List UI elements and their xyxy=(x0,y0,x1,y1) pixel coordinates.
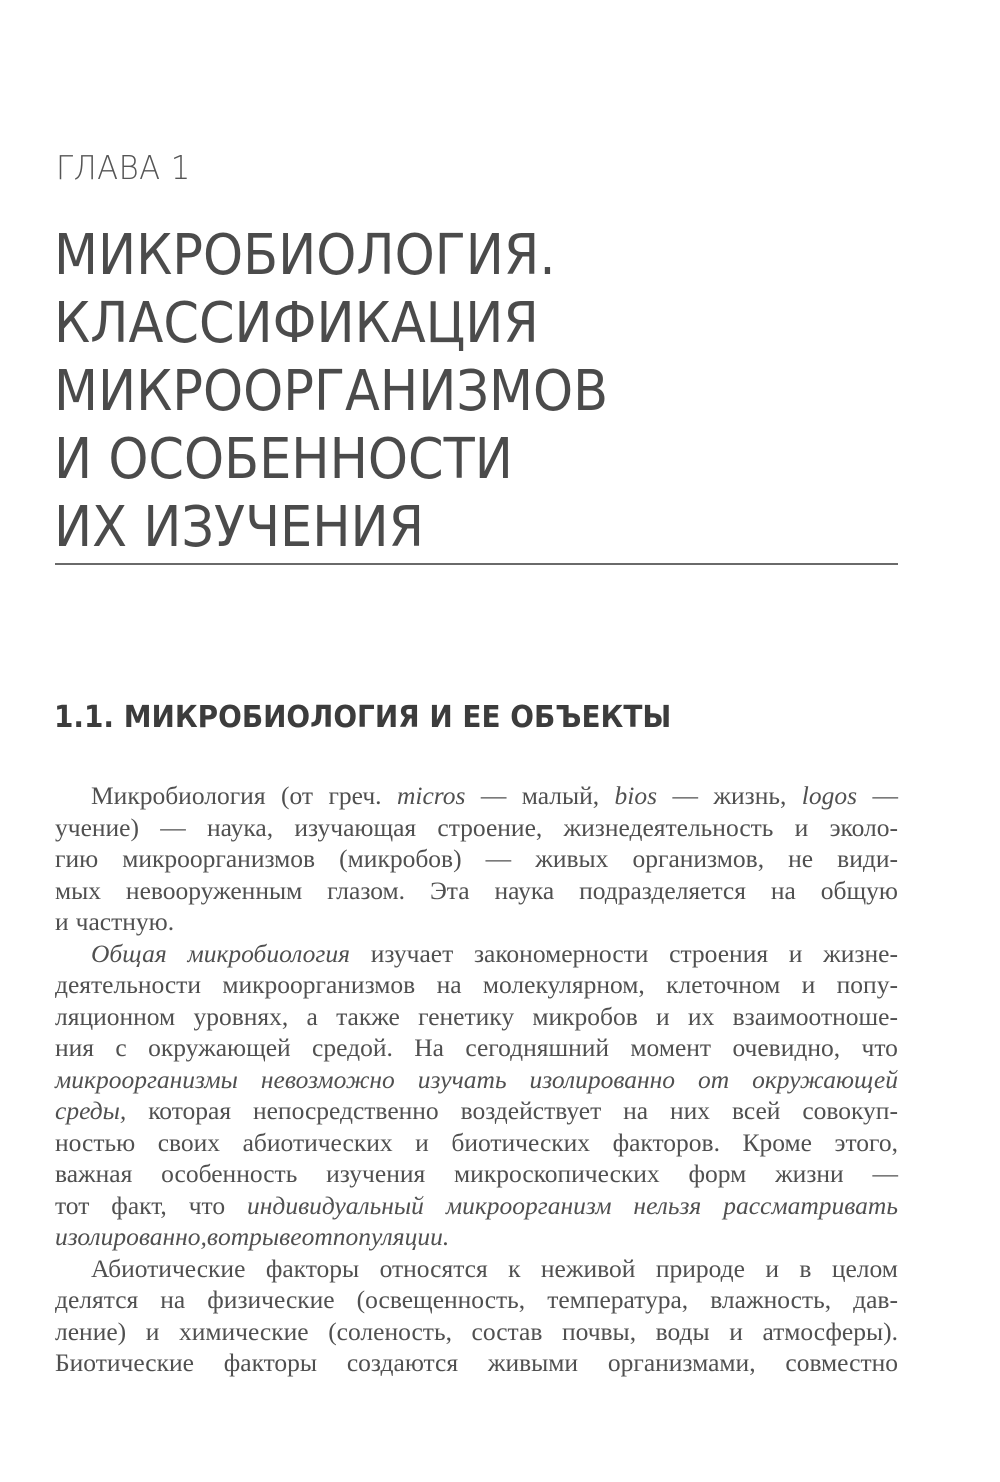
word: тот xyxy=(55,1190,90,1220)
word: факторов. xyxy=(612,1127,720,1157)
word: воды xyxy=(655,1316,710,1346)
text-line xyxy=(55,1032,898,1064)
italic-word: нельзя xyxy=(633,1190,702,1220)
italic-word: микроорганизм xyxy=(445,1190,612,1220)
word: и xyxy=(788,938,803,968)
text-line xyxy=(55,938,898,970)
italic-word: от xyxy=(698,1064,730,1094)
text-line xyxy=(55,1316,898,1348)
word: факторы xyxy=(265,1253,360,1283)
word: атмосферы). xyxy=(762,1316,898,1346)
word: на xyxy=(436,970,462,999)
word: — xyxy=(480,781,507,810)
word: микроскопических xyxy=(454,1159,660,1188)
word: жизне- xyxy=(823,938,898,968)
word: Биотические xyxy=(55,1348,194,1377)
italic-word: рассматривать xyxy=(723,1190,898,1220)
word: деятельности xyxy=(55,970,201,999)
word: частную. xyxy=(75,907,175,936)
chapter-title xyxy=(54,222,837,562)
italic-word: индивидуальный xyxy=(247,1190,424,1220)
word: види- xyxy=(837,844,898,873)
italic-word: микробиология xyxy=(187,938,350,968)
word: состав xyxy=(471,1316,543,1346)
word: особенность xyxy=(161,1159,298,1188)
word: (от xyxy=(280,781,314,810)
word: невооруженным xyxy=(125,875,303,905)
word: организмов, xyxy=(632,844,765,873)
word: факторы xyxy=(223,1348,318,1377)
italic-word: невозможно xyxy=(260,1064,395,1094)
italic-word: от xyxy=(301,1222,333,1251)
text-line xyxy=(55,1064,898,1096)
word: — xyxy=(872,1159,898,1188)
word: жизнедеятельность xyxy=(563,812,774,842)
word: — xyxy=(872,781,898,810)
word: генетику xyxy=(418,1001,515,1031)
word: взаимоотноше- xyxy=(732,1001,898,1031)
chapter-title-line: МИКРООРГАНИЗМОВ xyxy=(54,359,609,424)
word: также xyxy=(336,1001,400,1031)
word: и xyxy=(765,1253,779,1283)
italic-word: в xyxy=(206,1222,218,1251)
word: важная xyxy=(55,1159,133,1188)
italic-word: Общая xyxy=(91,938,167,968)
word: целом xyxy=(831,1253,898,1283)
word: гию xyxy=(55,844,99,873)
word: окружающей xyxy=(148,1033,291,1062)
word: учение) xyxy=(55,812,139,842)
word: и xyxy=(415,1127,429,1157)
word: эколо- xyxy=(829,812,898,842)
word: химические xyxy=(178,1316,309,1346)
italic-word: изучать xyxy=(417,1064,507,1094)
word: почвы, xyxy=(561,1316,637,1346)
word: изучающая xyxy=(294,812,417,842)
word: на xyxy=(770,875,796,905)
word: Абиотические xyxy=(91,1253,246,1283)
word: ностью xyxy=(55,1127,136,1157)
word: изучения xyxy=(326,1159,426,1188)
word: относятся xyxy=(379,1253,488,1283)
word: — xyxy=(672,781,698,810)
word: греч. xyxy=(328,781,382,810)
word: делятся xyxy=(55,1285,139,1314)
paragraph xyxy=(55,1253,898,1379)
word: очевидно, xyxy=(732,1033,841,1062)
word: сегодняшний xyxy=(465,1033,610,1062)
word: к xyxy=(508,1253,521,1283)
chapter-title-line: МИКРОБИОЛОГИЯ. xyxy=(54,223,556,288)
italic-word: изолированно xyxy=(529,1064,676,1094)
word: природе xyxy=(655,1253,745,1283)
paragraph xyxy=(55,780,898,938)
word: Эта xyxy=(429,875,470,905)
word: молекулярном, xyxy=(482,970,645,999)
italic-word: окружающей xyxy=(752,1064,898,1094)
italic-word: изолированно, xyxy=(55,1222,207,1251)
word: и xyxy=(145,1316,160,1346)
word: физические xyxy=(207,1285,335,1314)
word: них xyxy=(670,1096,711,1125)
word: микроорганизмов xyxy=(222,970,416,999)
word: в xyxy=(799,1253,812,1283)
word: с xyxy=(115,1033,127,1062)
word: своих xyxy=(157,1127,221,1157)
word: глазом. xyxy=(327,875,406,905)
word: а xyxy=(306,1001,318,1031)
word: этого, xyxy=(834,1127,898,1157)
word: которая xyxy=(148,1096,232,1125)
word: микробов xyxy=(532,1001,638,1031)
word: клеточном xyxy=(666,970,781,999)
chapter-title-line: ИХ ИЗУЧЕНИЯ xyxy=(54,495,425,560)
word: температура, xyxy=(547,1285,689,1314)
word: неживой xyxy=(540,1253,636,1283)
word: подразделяется xyxy=(579,875,746,905)
word: воздействует xyxy=(460,1096,602,1125)
text-line xyxy=(55,1001,898,1033)
word: совместно xyxy=(785,1348,898,1377)
text-line xyxy=(55,1095,898,1127)
word: момент xyxy=(630,1033,712,1062)
word: жизни xyxy=(775,1159,844,1188)
word: влажность, xyxy=(710,1285,832,1314)
word: дав- xyxy=(853,1285,898,1314)
word: На xyxy=(414,1033,444,1062)
chapter-divider-rule xyxy=(55,563,898,565)
text-line xyxy=(55,1347,898,1379)
word: микроорганизмов xyxy=(122,844,316,873)
word: и xyxy=(656,1001,670,1031)
italic-word: популяции. xyxy=(332,1222,450,1251)
italic-word: micros xyxy=(396,781,466,810)
word: (соленость, xyxy=(328,1316,452,1346)
word: средой. xyxy=(312,1033,393,1062)
word: факт, xyxy=(111,1190,167,1220)
word: закономерности xyxy=(473,938,649,968)
word: строения xyxy=(669,938,769,968)
word: — xyxy=(485,844,512,873)
word: мых xyxy=(55,875,102,905)
chapter-label: ГЛАВА 1 xyxy=(56,148,191,187)
word: общую xyxy=(820,875,898,905)
text-line xyxy=(55,906,898,938)
word: ния xyxy=(55,1033,95,1062)
word: создаются xyxy=(346,1348,459,1377)
word: строение, xyxy=(437,812,543,842)
word: и xyxy=(801,970,816,999)
word: Микробиология xyxy=(91,781,266,810)
word: на xyxy=(623,1096,649,1125)
word: малый, xyxy=(521,781,600,810)
word: попу- xyxy=(836,970,898,999)
word: совокуп- xyxy=(802,1096,898,1125)
word: на xyxy=(160,1285,186,1314)
word: — xyxy=(160,812,186,842)
text-line xyxy=(55,1158,898,1190)
text-line xyxy=(55,1190,898,1222)
word: форм xyxy=(688,1159,747,1188)
word: наука xyxy=(494,875,555,905)
text-line xyxy=(55,875,898,907)
word: и xyxy=(794,812,809,842)
word: что xyxy=(861,1033,898,1062)
text-line xyxy=(55,969,898,1001)
word: изучает xyxy=(370,938,454,968)
word: не xyxy=(788,844,814,873)
word: непосредственно xyxy=(252,1096,439,1125)
word: что xyxy=(188,1190,226,1220)
section-heading: 1.1. МИКРОБИОЛОГИЯ И ЕЕ ОБЪЕКТЫ xyxy=(54,700,672,735)
word: живыми xyxy=(487,1348,579,1377)
word: их xyxy=(687,1001,715,1031)
text-line xyxy=(55,1221,898,1253)
text-line xyxy=(55,1284,898,1316)
italic-word: отрыве xyxy=(218,1222,302,1251)
word: ление) xyxy=(55,1316,127,1346)
paragraph xyxy=(55,938,898,1253)
word: и xyxy=(55,907,69,936)
text-line xyxy=(55,1127,898,1159)
word: наука, xyxy=(206,812,274,842)
word: всей xyxy=(731,1096,781,1125)
italic-word: bios xyxy=(614,781,658,810)
word: биотических xyxy=(451,1127,591,1157)
text-line xyxy=(55,812,898,844)
chapter-title-line: КЛАССИФИКАЦИЯ xyxy=(54,291,539,356)
italic-word: микроорганизмы xyxy=(55,1064,238,1094)
word: живых xyxy=(535,844,609,873)
text-line xyxy=(55,843,898,875)
text-line xyxy=(55,1253,898,1285)
word: Кроме xyxy=(742,1127,812,1157)
chapter-title-line: И ОСОБЕННОСТИ xyxy=(54,427,513,492)
word: ляционном xyxy=(55,1001,176,1031)
italic-word: среды, xyxy=(55,1096,127,1125)
word: жизнь, xyxy=(713,781,787,810)
text-line xyxy=(55,780,898,812)
italic-word: logos xyxy=(801,781,858,810)
word: уровнях, xyxy=(193,1001,289,1031)
word: организмами, xyxy=(607,1348,756,1377)
word: и xyxy=(729,1316,743,1346)
word: абиотических xyxy=(242,1127,393,1157)
word: (освещенность, xyxy=(356,1285,526,1314)
word: (микробов) xyxy=(339,844,462,873)
body-text xyxy=(55,780,898,1379)
